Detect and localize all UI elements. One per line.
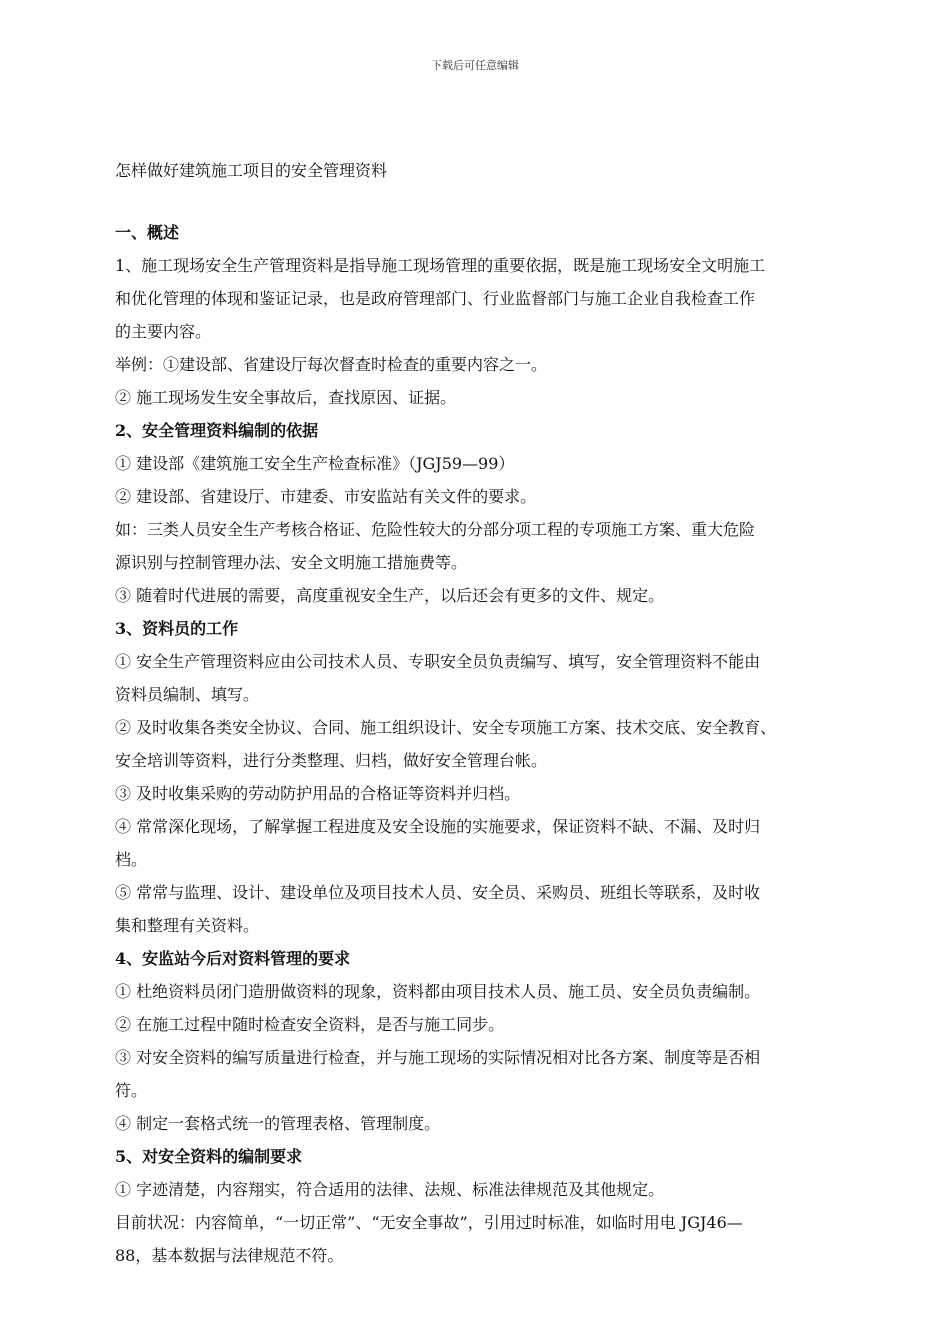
paragraph-line: ③ 随着时代进展的需要，高度重视安全生产，以后还会有更多的文件、规定。 [115,586,665,605]
paragraph-line: ① 杜绝资料员闭门造册做资料的现象，资料都由项目技术人员、施工员、安全员负责编制。 [115,982,761,1001]
paragraph-line: ① 建设部《建筑施工安全生产检查标准》（JGJ59—99） [115,454,515,473]
paragraph-line: 目前状况：内容简单，“一切正常”、“无安全事故”，引用过时标准，如临时用电 JGJ46— [115,1213,743,1232]
paragraph-line: 举例：①建设部、省建设厅每次督查时检查的重要内容之一。 [115,355,548,374]
paragraph-line: ② 施工现场发生安全事故后，查找原因、证据。 [115,388,457,407]
paragraph-line: 源识别与控制管理办法、安全文明施工措施费等。 [115,553,468,572]
section-heading: 2、安全管理资料编制的依据 [115,421,319,440]
paragraph-line: ⑤ 常常与监理、设计、建设单位及项目技术人员、安全员、采购员、班组长等联系，及时收 [115,883,761,902]
paragraph-line: ② 在施工过程中随时检查安全资料，是否与施工同步。 [115,1015,505,1034]
paragraph-line: ① 安全生产管理资料应由公司技术人员、专职安全员负责编写、填写，安全管理资料不能由 [115,652,761,671]
document-body [115,160,905,1272]
section-heading: 4、安监站今后对资料管理的要求 [115,949,351,968]
section-heading: 一、概述 [115,223,180,242]
paragraph-line: ① 字迹清楚，内容翔实，符合适用的法律、法规、标准法律规范及其他规定。 [115,1180,665,1199]
paragraph-line: 88，基本数据与法律规范不符。 [115,1246,344,1265]
paragraph-line: 1、施工现场安全生产管理资料是指导施工现场管理的重要依据，既是施工现场安全文明施工 [115,256,766,275]
paragraph-line: ④ 制定一套格式统一的管理表格、管理制度。 [115,1114,441,1133]
paragraph-line: ② 及时收集各类安全协议、合同、施工组织设计、安全专项施工方案、技术交底、安全教育、 [115,718,777,737]
paragraph-line: ④ 常常深化现场，了解掌握工程进度及安全设施的实施要求，保证资料不缺、不漏、及时归 [115,817,761,836]
section-heading: 5、对安全资料的编制要求 [115,1147,303,1166]
document-title: 怎样做好建筑施工项目的安全管理资料 [115,161,388,180]
section-heading: 3、资料员的工作 [115,619,239,638]
document-lines [115,216,905,1272]
paragraph-line: 符。 [115,1081,148,1100]
paragraph-line: 和优化管理的体现和鉴证记录，也是政府管理部门、行业监督部门与施工企业自我检查工作 [115,289,756,308]
paragraph-line: 资料员编制、填写。 [115,685,260,704]
page-header: 下载后可任意编辑 [431,59,519,72]
paragraph-line: 如：三类人员安全生产考核合格证、危险性较大的分部分项工程的专项施工方案、重大危险 [115,520,756,539]
paragraph-line: 档。 [115,850,148,869]
paragraph-line: ③ 及时收集采购的劳动防护用品的合格证等资料并归档。 [115,784,521,803]
paragraph-line: 集和整理有关资料。 [115,916,260,935]
paragraph-line: ③ 对安全资料的编写质量进行检查，并与施工现场的实际情况相对比各方案、制度等是否相 [115,1048,761,1067]
paragraph-line: ② 建设部、省建设厅、市建委、市安监站有关文件的要求。 [115,487,537,506]
paragraph-line: 安全培训等资料，进行分类整理、归档，做好安全管理台帐。 [115,751,548,770]
paragraph-line: 的主要内容。 [115,322,212,341]
